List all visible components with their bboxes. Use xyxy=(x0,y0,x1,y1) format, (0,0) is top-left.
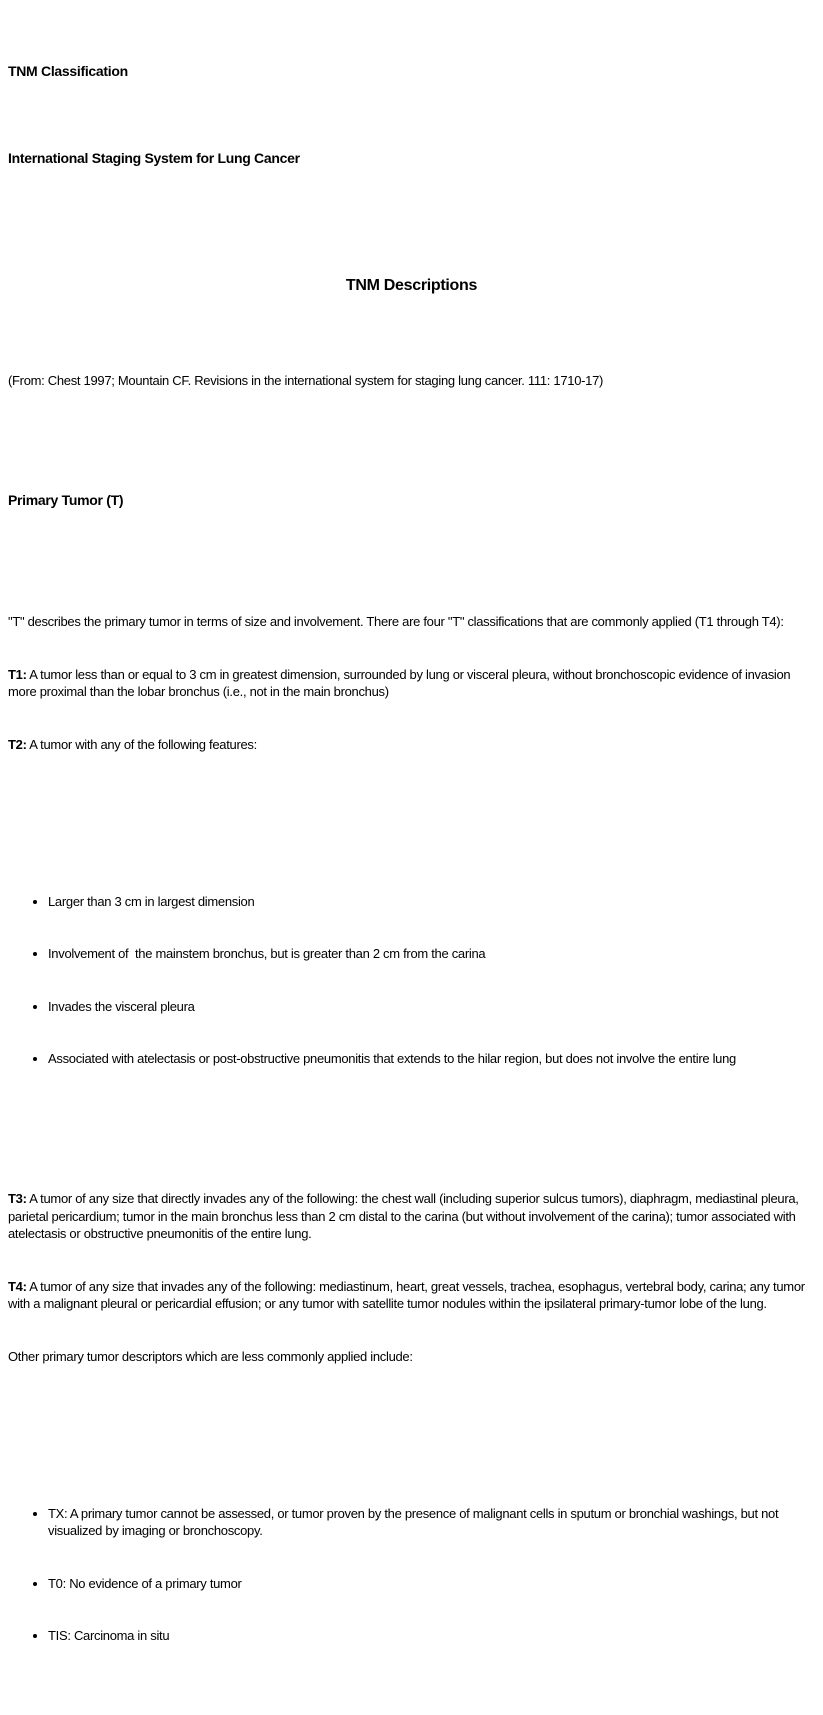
t1-definition xyxy=(8,666,815,701)
t1-label: T1: xyxy=(8,666,27,682)
primary-tumor-heading: Primary Tumor (T) xyxy=(8,492,124,508)
other-descriptors-intro xyxy=(8,1348,815,1366)
other-descriptor-list xyxy=(8,1470,815,1680)
t2-feature-text: Involvement of the mainstem bronchus, but is greater than 2 cm from the carina xyxy=(48,946,486,961)
list-item xyxy=(48,1575,815,1593)
list-item xyxy=(48,945,815,963)
t3-label: T3: xyxy=(8,1191,27,1206)
t2-feature-text: Larger than 3 cm in largest dimension xyxy=(48,893,255,909)
list-item xyxy=(48,893,815,911)
t4-definition xyxy=(8,1278,815,1313)
other-intro-text: Other primary tumor descriptors which are less commonly applied include: xyxy=(8,1348,413,1364)
list-item xyxy=(48,1505,815,1540)
t4-label: T4: xyxy=(8,1278,27,1294)
t2-feature-text: Invades the visceral pleura xyxy=(48,998,195,1014)
section-heading-tnm-descriptions: TNM Descriptions xyxy=(345,276,478,294)
t-classifications-block xyxy=(8,578,815,788)
t2-feature-list xyxy=(8,858,815,1103)
other-descriptor-text: T0: No evidence of a primary tumor xyxy=(48,1575,242,1591)
list-item xyxy=(48,998,815,1016)
t2-feature-text: Associated with atelectasis or post-obstructive pneumonitis that extends to the hilar region, but does not involve the entire lung xyxy=(48,1051,736,1066)
t2-definition xyxy=(8,736,815,754)
list-item xyxy=(48,1627,815,1645)
t1-text: A tumor less than or equal to 3 cm in greatest dimension, surrounded by lung or visceral pleura, without bronchoscopic evidence of invasion more proximal than the lobar bronchus (i.e., not in the main bronchus) xyxy=(8,666,794,699)
other-descriptor-text: TIS: Carcinoma in situ xyxy=(48,1628,170,1643)
t2-text: A tumor with any of the following features: xyxy=(26,736,257,752)
citation-line: (From: Chest 1997; Mountain CF. Revisions in the international system for staging lung cancer. 111: 1710-17) xyxy=(8,373,604,388)
t2-label: T2: xyxy=(8,736,27,752)
doc-title: TNM Classification xyxy=(8,62,128,79)
t3-definition xyxy=(8,1190,815,1243)
doc-subtitle: International Staging System for Lung Cancer xyxy=(8,149,300,166)
intro-paragraph xyxy=(8,613,815,631)
t3-text: A tumor of any size that directly invades any of the following: the chest wall (including superior sulcus tumors), diaphragm, mediastinal pleura, parietal pericardium; tumor in the main bronchus less than 2 cm distal to the carina (but without involvement of the carina); tumor associated with atelectasis or obstructive pneumonitis of the entire lung. xyxy=(8,1191,802,1241)
t3-t4-block xyxy=(8,1155,815,1400)
list-item xyxy=(48,1050,815,1068)
intro-text: "T" describes the primary tumor in terms of size and involvement. There are four "T" classifications that are commonly applied (T1 through T4): xyxy=(8,614,784,629)
t4-text: A tumor of any size that invades any of the following: mediastinum, heart, great vessels, trachea, esophagus, vertebral body, carina; any tumor with a malignant pleural or pericardial effusion; or any tumor with satellite tumor nodules within the ipsilateral primary-tumor lobe of the lung. xyxy=(8,1278,809,1311)
other-descriptor-text: TX: A primary tumor cannot be assessed, or tumor proven by the presence of malignant cells in sputum or bronchial washings, but not visualized by imaging or bronchoscopy. xyxy=(48,1505,782,1538)
